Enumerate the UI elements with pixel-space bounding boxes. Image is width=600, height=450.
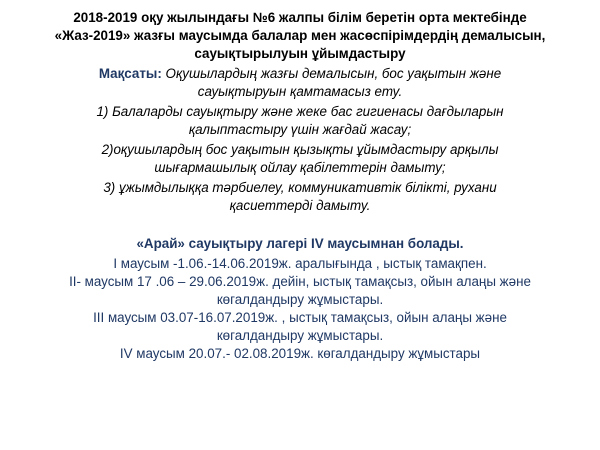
season-3-line-1: III маусым 03.07-16.07.2019ж. , ыстық тамақсыз, ойын алаңы және	[93, 310, 507, 325]
goal-item-2-line-1: 2)оқушылардың бос уақытын қызықты ұйымдастыру арқылы	[101, 142, 499, 157]
goals-intro-line-2: сауықтыруын қамтамасыз ету.	[197, 84, 403, 99]
season-4: IV маусым 20.07.- 02.08.2019ж. көгалдандыру жұмыстары	[119, 346, 481, 361]
goal-item-3-line-1: 3) ұжымдылыққа тәрбиелеу, коммуникативтік білікті, рухани	[103, 180, 497, 195]
title-line-1: 2018-2019 оқу жылындағы №6 жалпы білім беретін орта мектебінде	[73, 10, 527, 25]
season-2-line-2: көгалдандыру жұмыстары.	[216, 292, 384, 307]
goal-item-1-line-1: 1) Балаларды сауықтыру және жеке бас гигиенасы дағдыларын	[96, 104, 504, 119]
goals-intro-text-1: Оқушылардың жазғы демалысын, бос уақытын және	[165, 66, 502, 81]
goals-intro-line-1	[0, 66, 600, 82]
goal-item-2-line-2: шығармашылық ойлау қабілеттерін дамыту;	[154, 160, 446, 175]
goal-item-1-line-2: қалыптастыру үшін жағдай жасау;	[188, 122, 412, 137]
goals-label: Мақсаты:	[98, 66, 162, 81]
season-1: I маусым -1.06.-14.06.2019ж. аралығында , ыстық тамақпен.	[113, 256, 487, 271]
title-line-3: сауықтырылуын ұйымдастыру	[194, 46, 406, 61]
title-line-2: «Жаз-2019» жазғы маусымда балалар мен жасөспірімдердің демалысын,	[54, 28, 546, 43]
goal-item-3-line-2: қасиеттерді дамыту.	[229, 198, 371, 213]
season-2-line-1: II- маусым 17 .06 – 29.06.2019ж. дейін, ыстық тамақсыз, ойын алаңы және	[69, 274, 531, 289]
season-3-line-2: көгалдандыру жұмыстары.	[216, 328, 384, 343]
camp-heading: «Арай» сауықтыру лагері IV маусымнан болады.	[136, 236, 464, 251]
